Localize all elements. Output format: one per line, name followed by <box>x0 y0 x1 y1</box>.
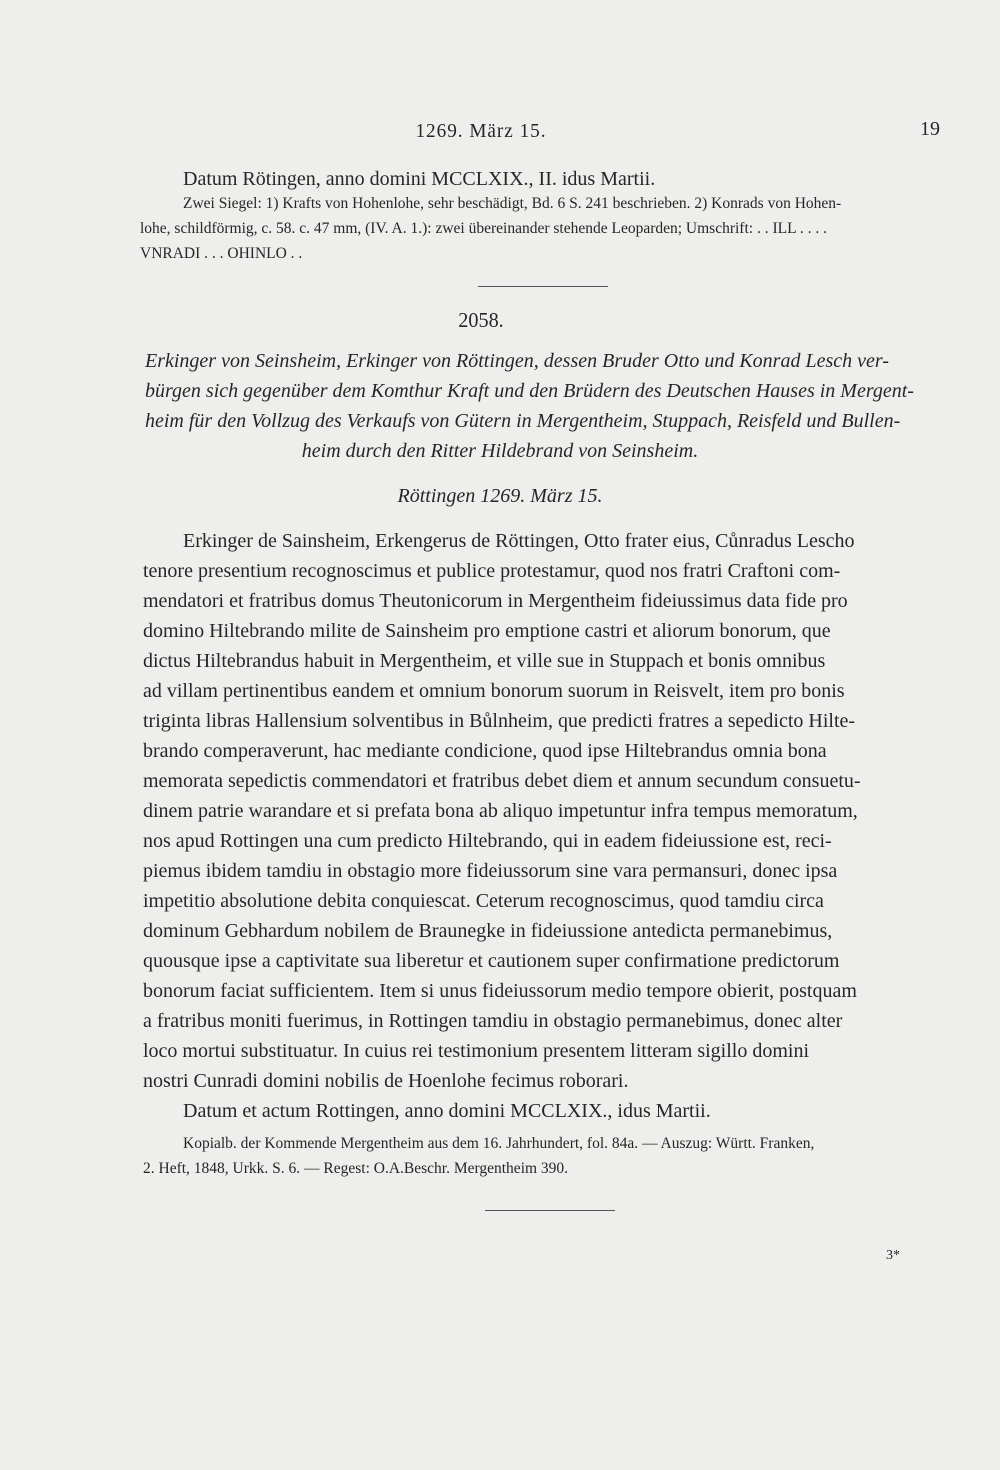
signature-mark: 3* <box>886 1248 900 1263</box>
regest-line: Erkinger von Seinsheim, Erkinger von Röttingen, dessen Bruder Otto und Konrad Lesch ver- <box>145 350 889 372</box>
regest-line: heim für den Vollzug des Verkaufs von Gütern in Mergentheim, Stuppach, Reisfeld und Bullen- <box>145 410 901 432</box>
text-line: domino Hiltebrando milite de Sainsheim pro emptione castri et aliorum bonorum, que <box>143 620 831 642</box>
previous-datum: Datum Rötingen, anno domini MCCLXIX., II. idus Martii. <box>183 168 656 190</box>
text-line: mendatori et fratribus domus Theutonicorum in Mergentheim fideiussimus data fide pro <box>143 590 848 612</box>
regest-line: bürgen sich gegenüber dem Komthur Kraft und den Brüdern des Deutschen Hauses in Mergent- <box>145 380 914 402</box>
text-line: impetitio absolutione debita conquiescat. Ceterum recognoscimus, quod tamdiu circa <box>143 890 824 912</box>
seal-note-line: VNRADI . . . OHINLO . . <box>140 245 303 262</box>
text-line: piemus ibidem tamdiu in obstagio more fideiussorum sine vara permansuri, donec ipsa <box>143 860 838 882</box>
text-line: nos apud Rottingen una cum predicto Hiltebrando, qui in eadem fideiussione est, reci- <box>143 830 832 852</box>
text-line: bonorum faciat sufficientem. Item si unus fideiussorum medio tempore obierit, postquam <box>143 980 857 1002</box>
text-line: memorata sepedictis commendatori et fratribus debet diem et annum secundum consuetu- <box>143 770 861 792</box>
end-divider <box>485 1210 615 1211</box>
text-line: loco mortui substituatur. In cuius rei testimonium presentem litteram sigillo domini <box>143 1040 810 1062</box>
place-date: Röttingen 1269. März 15. <box>397 485 603 507</box>
regest-line: heim durch den Ritter Hildebrand von Seinsheim. <box>301 440 699 462</box>
text-line: triginta libras Hallensium solventibus in Bůlnheim, que predicti fratres a sepedicto Hilte- <box>143 710 856 732</box>
running-title: 1269. März 15. <box>415 120 547 142</box>
seal-note-line: lohe, schildförmig, c. 58. c. 47 mm, (IV. A. 1.): zwei übereinander stehende Leoparden; Umschrift: . . ILL . . . . <box>140 220 827 237</box>
text-line: nostri Cunradi domini nobilis de Hoenlohe fecimus roborari. <box>143 1070 629 1092</box>
text-line: Erkinger de Sainsheim, Erkengerus de Röttingen, Otto frater eius, Cůnradus Lescho <box>183 530 855 552</box>
text-line: brando comperaverunt, hac mediante condicione, quod ipse Hiltebrandus omnia bona <box>143 740 827 762</box>
document-number: 2058. <box>458 308 504 332</box>
section-divider <box>478 286 608 287</box>
source-line: 2. Heft, 1848, Urkk. S. 6. — Regest: O.A.Beschr. Mergentheim 390. <box>143 1160 569 1177</box>
page-number: 19 <box>920 118 940 140</box>
text-line: dictus Hiltebrandus habuit in Mergentheim, et ville sue in Stuppach et bonis omnibus <box>143 650 826 672</box>
text-line: ad villam pertinentibus eandem et omnium bonorum suorum in Reisvelt, item pro bonis <box>143 680 845 702</box>
text-line: quousque ipse a captivitate sua liberetur et cautionem super confirmatione predictorum <box>143 950 840 972</box>
text-line: Datum et actum Rottingen, anno domini MCCLXIX., idus Martii. <box>183 1100 711 1122</box>
source-line: Kopialb. der Kommende Mergentheim aus dem 16. Jahrhundert, fol. 84a. — Auszug: Württ. Franken, <box>183 1135 815 1152</box>
text-line: tenore presentium recognoscimus et publice protestamur, quod nos fratri Craftoni com- <box>143 560 841 582</box>
text-line: a fratribus moniti fuerimus, in Rottingen tamdiu in obstagio permanebimus, donec alter <box>143 1010 843 1032</box>
seal-note-line: Zwei Siegel: 1) Krafts von Hohenlohe, sehr beschädigt, Bd. 6 S. 241 beschrieben. 2) Konrads von Hohen- <box>183 195 842 212</box>
text-line: dominum Gebhardum nobilem de Braunegke in fideiussione antedicta permanebimus, <box>143 920 833 942</box>
text-line: dinem patrie warandare et si prefata bona ab aliquo impetuntur infra tempus memoratum, <box>143 800 858 822</box>
